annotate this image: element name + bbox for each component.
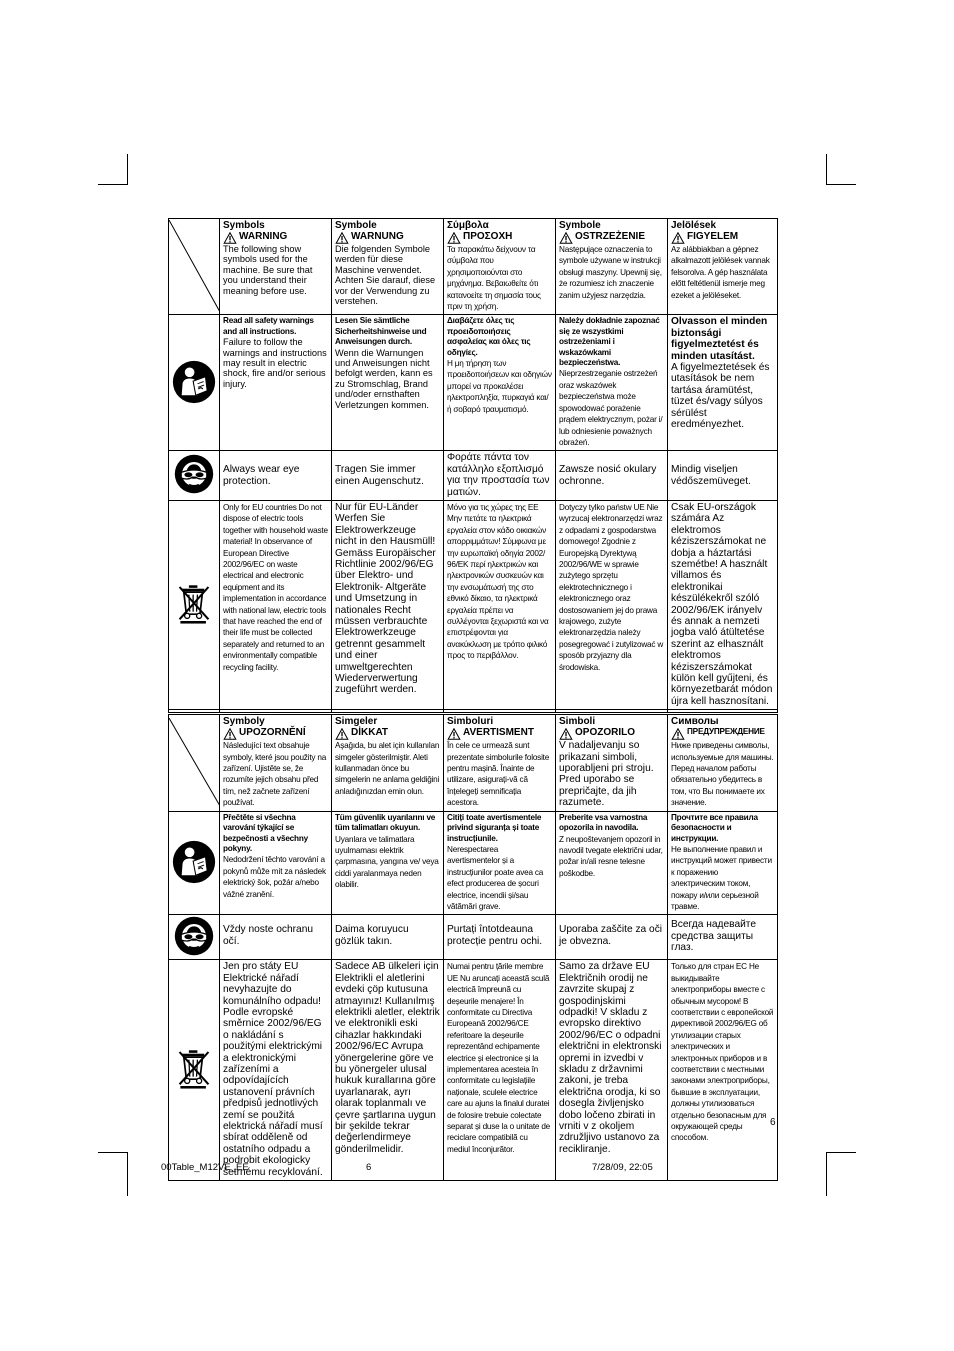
crossed-bin-icon xyxy=(177,1048,211,1090)
read-manual-icon xyxy=(172,840,216,884)
warning-icon xyxy=(335,232,349,244)
eye-pl: Zawsze nosić okulary ochronne. xyxy=(556,451,668,501)
warning-icon xyxy=(447,728,461,740)
eu-disposal-row xyxy=(169,500,778,709)
eu-sl: Samo za države EU Električnih orodij ne zavrzite skupaj z gospodinjskimi odpadki! V skladu z evropsko direktivo 2002/96/EC o odpadni električni in elektronski opremi in izvedbi v skladu z državnimi zakoni, je treba električna orodja, ki so dosegla življenjsko dobo ločeno zbirati in vrniti v z okoljem združljivo ustanovo za recikliranje. xyxy=(556,960,668,1181)
eye-de: Tragen Sie immer einen Augenschutz. xyxy=(332,451,444,501)
diagonal-line-icon xyxy=(169,718,220,806)
read-manual-row-2 xyxy=(169,811,778,915)
header-pl: Symbole OSTRZEŻENIE Następujące oznaczenia to symbole używane w instrukcji obsługi maszyny. Upewnij się, że rozumiesz ich znaczenie zanim użyjesz narzędzia. xyxy=(556,219,668,315)
page-number: 6 xyxy=(770,1117,776,1128)
eye-en: Always wear eye protection. xyxy=(220,451,332,501)
eu-tr: Sadece AB ülkeleri için Elektrikli el aletlerini evdeki çöp kutusuna atmayınız! Kullanılmış elektrikli aletler, elektrik ve elektronikli eski cihazlar hakkındaki 2002/96/EC Avrupa yönergelerine göre ve bu yönergeler ulusal hukuk kurallarına göre uyarlanarak, ayrı olarak toplanmalı ve çevre şartlarına uygun bir şekilde tekrar değerlendirmeye gönderilmelidir. xyxy=(332,960,444,1181)
eye-ru: Всегда надевайте средства защиты глаз. xyxy=(668,915,778,960)
eu-pl: Dotyczy tylko państw UE Nie wyrzucaj elektronarzędzi wraz z odpadami z gospodarstwa domowego! Zgodnie z Europejską Dyrektywą 2002/96/WE w sprawie zużytego sprzętu elektrotechnicznego i elektronicznego oraz dostosowaniem jej do prawa krajowego, zużyte elektronarzędzia należy posegregować i zutylizować w sposób przyjazny dla środowiska. xyxy=(556,500,668,709)
read-manual-icon xyxy=(172,360,216,404)
manual-cs: Přečtěte si všechna varování týkající se bezpečnosti a všechny pokyny. Nedodržení těchto varování a pokynů může mít za následek elektrický šok, požár a/nebo vážné zranění. xyxy=(220,811,332,915)
eu-ro: Numai pentru țările membre UE Nu aruncați aceastã sculã electricã împreunã cu deșeurile menajere! În conformitate cu Directiva Europeanã 2002/96/CE referitoare la deșeurile reprezentând echipamente electrice și electronice și la implementarea acesteia în conformitate cu legislațiile naționale, sculele electrice care au ajuns la finalul duratei de folosire trebuie colectate separat și duse la o unitate de reciclare compatibilã cu mediul înconjurãtor. xyxy=(444,960,556,1181)
eye-protection-cell xyxy=(169,451,220,501)
warning-icon xyxy=(447,232,461,244)
manual-en: Read all safety warnings and all instructions. Failure to follow the warnings and instructions may result in electric shock, fire and/or serious injury. xyxy=(220,315,332,451)
warning-icon xyxy=(671,728,685,740)
eu-ru: Только для стран ЕС Не выкидывайте электроприборы вместе с обычным мусором! В соответствии с европейской директивой 2002/96/EG об утилизации старых электрических и электронных приборов и в соответствии с местными законами электроприборы, бывшие в эксплуатации, должны утилизоваться отдельно безопасным для окружающей среды способом. xyxy=(668,960,778,1181)
eu-disposal-cell-2 xyxy=(169,960,220,1181)
warning-icon xyxy=(223,232,237,244)
eu-cs: Jen pro státy EU Elektrické nářadí nevyhazujte do komunálního odpadu! Podle evropské směrnice 2002/96/EG o nakládání s použitými elektrickými a elektronickými zařízeními a odpovídajících ustanovení právních předpisů jednotlivých zemí se použitá elektrická nářadí musí sbírat odděleně od ostatního odpadu a podrobit ekologicky šetrnému recyklování. xyxy=(220,960,332,1181)
warning-icon xyxy=(559,232,573,244)
header-de: Symbole WARNUNG Die folgenden Symbole werden für diese Maschine verwendet. Achten Sie darauf, diese vor der Verwendung zu verstehen. xyxy=(332,219,444,315)
header-sl: Simboli OPOZORILO V nadaljevanju so prikazani simboli, uporabljeni pri stroju. Pred uporabo se prepričajte, da jih razumete. xyxy=(556,714,668,811)
warning-icon xyxy=(223,728,237,740)
header-row-2 xyxy=(169,714,778,811)
manual-de: Lesen Sie sämtliche Sicherheitshinweise und Anweisungen durch. Wenn die Warnungen und Anweisungen nicht befolgt werden, kann es zu Stromschlag, Brand und/oder ernsthaften Verletzungen kommen. xyxy=(332,315,444,451)
eye-protection-icon xyxy=(174,916,214,956)
header-el: Σύμβολα ΠΡΟΣΟΧΗ Τα παρακάτω δείχνουν τα σύμβολα που χρησιμοποιούνται στο μηχάνημα. Βεβαιωθείτε ότι κατανοείτε τη σημασία τους πριν τη χρήση. xyxy=(444,219,556,315)
header-tr: Simgeler DİKKAT Aşağıda, bu alet için kullanılan simgeler gösterilmiştir. Aleti kullanmadan önce bu simgelerin ne anlama geldiğini anladığınızdan emin olun. xyxy=(332,714,444,811)
eu-disposal-cell xyxy=(169,500,220,709)
eye-protection-row-2 xyxy=(169,915,778,960)
header-en: Symbols WARNING The following show symbols used for the machine. Be sure that you understand their meaning before use. xyxy=(220,219,332,315)
eye-hu: Mindig viseljen védőszemüveget. xyxy=(668,451,778,501)
diagonal-cell-2 xyxy=(169,714,220,811)
footer-page: 6 xyxy=(366,1162,372,1173)
diagonal-line-icon xyxy=(169,220,220,312)
read-manual-row xyxy=(169,315,778,451)
warning-icon xyxy=(335,728,349,740)
manual-tr: Tüm güvenlik uyarılarını ve tüm talimatları okuyun. Uyarılara ve talimatlara uyulmaması elektrik çarpmasına, yangına ve/ veya ciddi yaralanmaya neden olabilir. xyxy=(332,811,444,915)
eye-tr: Daima koruyucu gözlük takın. xyxy=(332,915,444,960)
read-manual-cell-2 xyxy=(169,811,220,915)
manual-ro: Citiți toate avertismentele privind siguranța și toate instrucțiunile. Nerespectarea avertismentelor și a instrucțiunilor poate avea ca efect producerea de șocuri electrice, incendii și/sau vătămări grave. xyxy=(444,811,556,915)
header-cs: Symboly UPOZORNĚNÍ Následující text obsahuje symboly, které jsou použity na zařízení. Ujistěte se, že rozumíte jejich obsahu před tím, než začnete zařízení používat. xyxy=(220,714,332,811)
eye-ro: Purtați întotdeauna protecție pentru ochi. xyxy=(444,915,556,960)
eu-de: Nur für EU-Länder Werfen Sie Elektrowerkzeuge nicht in den Hausmüll! Gemäss Europäischer Richtlinie 2002/96/EG über Elektro- und Elektronik- Altgeräte und Umsetzung in nationales Recht müssen verbrauchte Elektrowerkzeuge getrennt gesammelt und einer umweltgerechten Wiederverwertung zugeführt werden. xyxy=(332,500,444,709)
symbols-table xyxy=(168,218,778,1181)
manual-ru: Прочтите все правила безопасности и инструкции. Не выполнение правил и инструкций может привести к поражению электрическим током, пожару и/или серьезной травме. xyxy=(668,811,778,915)
eye-cs: Vždy noste ochranu očí. xyxy=(220,915,332,960)
warning-icon xyxy=(559,728,573,740)
eu-en: Only for EU countries Do not dispose of electric tools together with household waste material! In observance of European Directive 2002/96/EC on waste electrical and electronic equipment and its implementation in accordance with national law, electric tools that have reached the end of their life must be collected separately and returned to an environmentally compatible recycling facility. xyxy=(220,500,332,709)
header-ro: Simboluri AVERTISMENT În cele ce urmează sunt prezentate simbolurile folosite pentru mașină. Înainte de utilizare, asigurați-vă că înțelegeți semnificația acestora. xyxy=(444,714,556,811)
crossed-bin-icon xyxy=(177,583,211,625)
footer-file: 00Table_M12VE_EE xyxy=(161,1162,249,1173)
eye-protection-icon xyxy=(174,454,214,494)
header-hu: Jelölések FIGYELEM Az alábbiakban a gépnez alkalmazott jelölések vannak felsorolva. A gép használata előtt feltétlenül ismerje meg ezeket a jelöléseket. xyxy=(668,219,778,315)
warning-icon xyxy=(671,232,685,244)
manual-el: Διαβάζετε όλες τις προειδοποιήσεις ασφαλείας και όλες τις οδηγίες. Η μη τήρηση των προειδοποιήσεων και οδηγιών μπορεί να προκαλέσει ηλεκτροπληξία, πυρκαγιά και/ή σοβαρό τραυματισμό. xyxy=(444,315,556,451)
eu-disposal-row-2 xyxy=(169,960,778,1181)
eye-protection-row xyxy=(169,451,778,501)
header-ru: Символы ПРЕДУПРЕЖДЕНИЕ Ниже приведены символы, используемые для машины. Перед началом работы обязательно убедитесь в том, что Вы понимаете их значение. xyxy=(668,714,778,811)
diagonal-cell xyxy=(169,219,220,315)
footer-timestamp: 7/28/09, 22:05 xyxy=(592,1162,653,1173)
eye-el: Φοράτε πάντα τον κατάλληλο εξοπλισμό για την προστασία των ματιών. xyxy=(444,451,556,501)
eu-el: Μόνο για τις χώρες της ΕΕ Μην πετάτε τα ηλεκτρικά εργαλεία στον κάδο οικιακών απορριμμάτων! Σύμφωνα με την ευρωπαϊκή οδηγία 2002/ 96/ΕΚ περί ηλεκτρικών και ηλεκτρονικών συσκευών και την ενσωμάτωσή της στο εθνικό δίκαιο, τα ηλεκτρικά εργαλεία πρέπει να συλλέγονται ξεχωριστά και να επιστρέφονται για ανακύκλωση με τρόπο φιλικό προς το περιβάλλον. xyxy=(444,500,556,709)
manual-sl: Preberite vsa varnostna opozorila in navodila. Z neupoštevanjem opozoril in navodil tvegate električni udar, požar in/ali resne telesne poškodbe. xyxy=(556,811,668,915)
eye-sl: Uporaba zaščite za oči je obvezna. xyxy=(556,915,668,960)
manual-pl: Należy dokładnie zapoznać się ze wszystkimi ostrzeżeniami i wskazówkami bezpieczeństwa. Nieprzestrzeganie ostrzeżeń oraz wskazówek bezpieczeństwa może spowodować porażenie prądem elektrycznym, pożar i/ lub odniesienie poważnych obrażeń. xyxy=(556,315,668,451)
eye-protection-cell-2 xyxy=(169,915,220,960)
manual-hu: Olvasson el minden biztonsági figyelmeztetést és minden utasítást. A figyelmeztetések és utasítások be nem tartása áramütést, tüzet és/vagy súlyos sérülést eredményezhet. xyxy=(668,315,778,451)
header-row xyxy=(169,219,778,315)
read-manual-cell xyxy=(169,315,220,451)
eu-hu: Csak EU-országok számára Az elektromos kéziszerszámokat ne dobja a háztartási szemétbe! A használt villamos és elektronikai készülékekről szóló 2002/96/EK irányelv és annak a nemzeti jogba való átültetése szerint az elhasznált elektromos kéziszerszámokat külön kell gyűjteni, és környezetbarát módon újra kell hasznosítani. xyxy=(668,500,778,709)
